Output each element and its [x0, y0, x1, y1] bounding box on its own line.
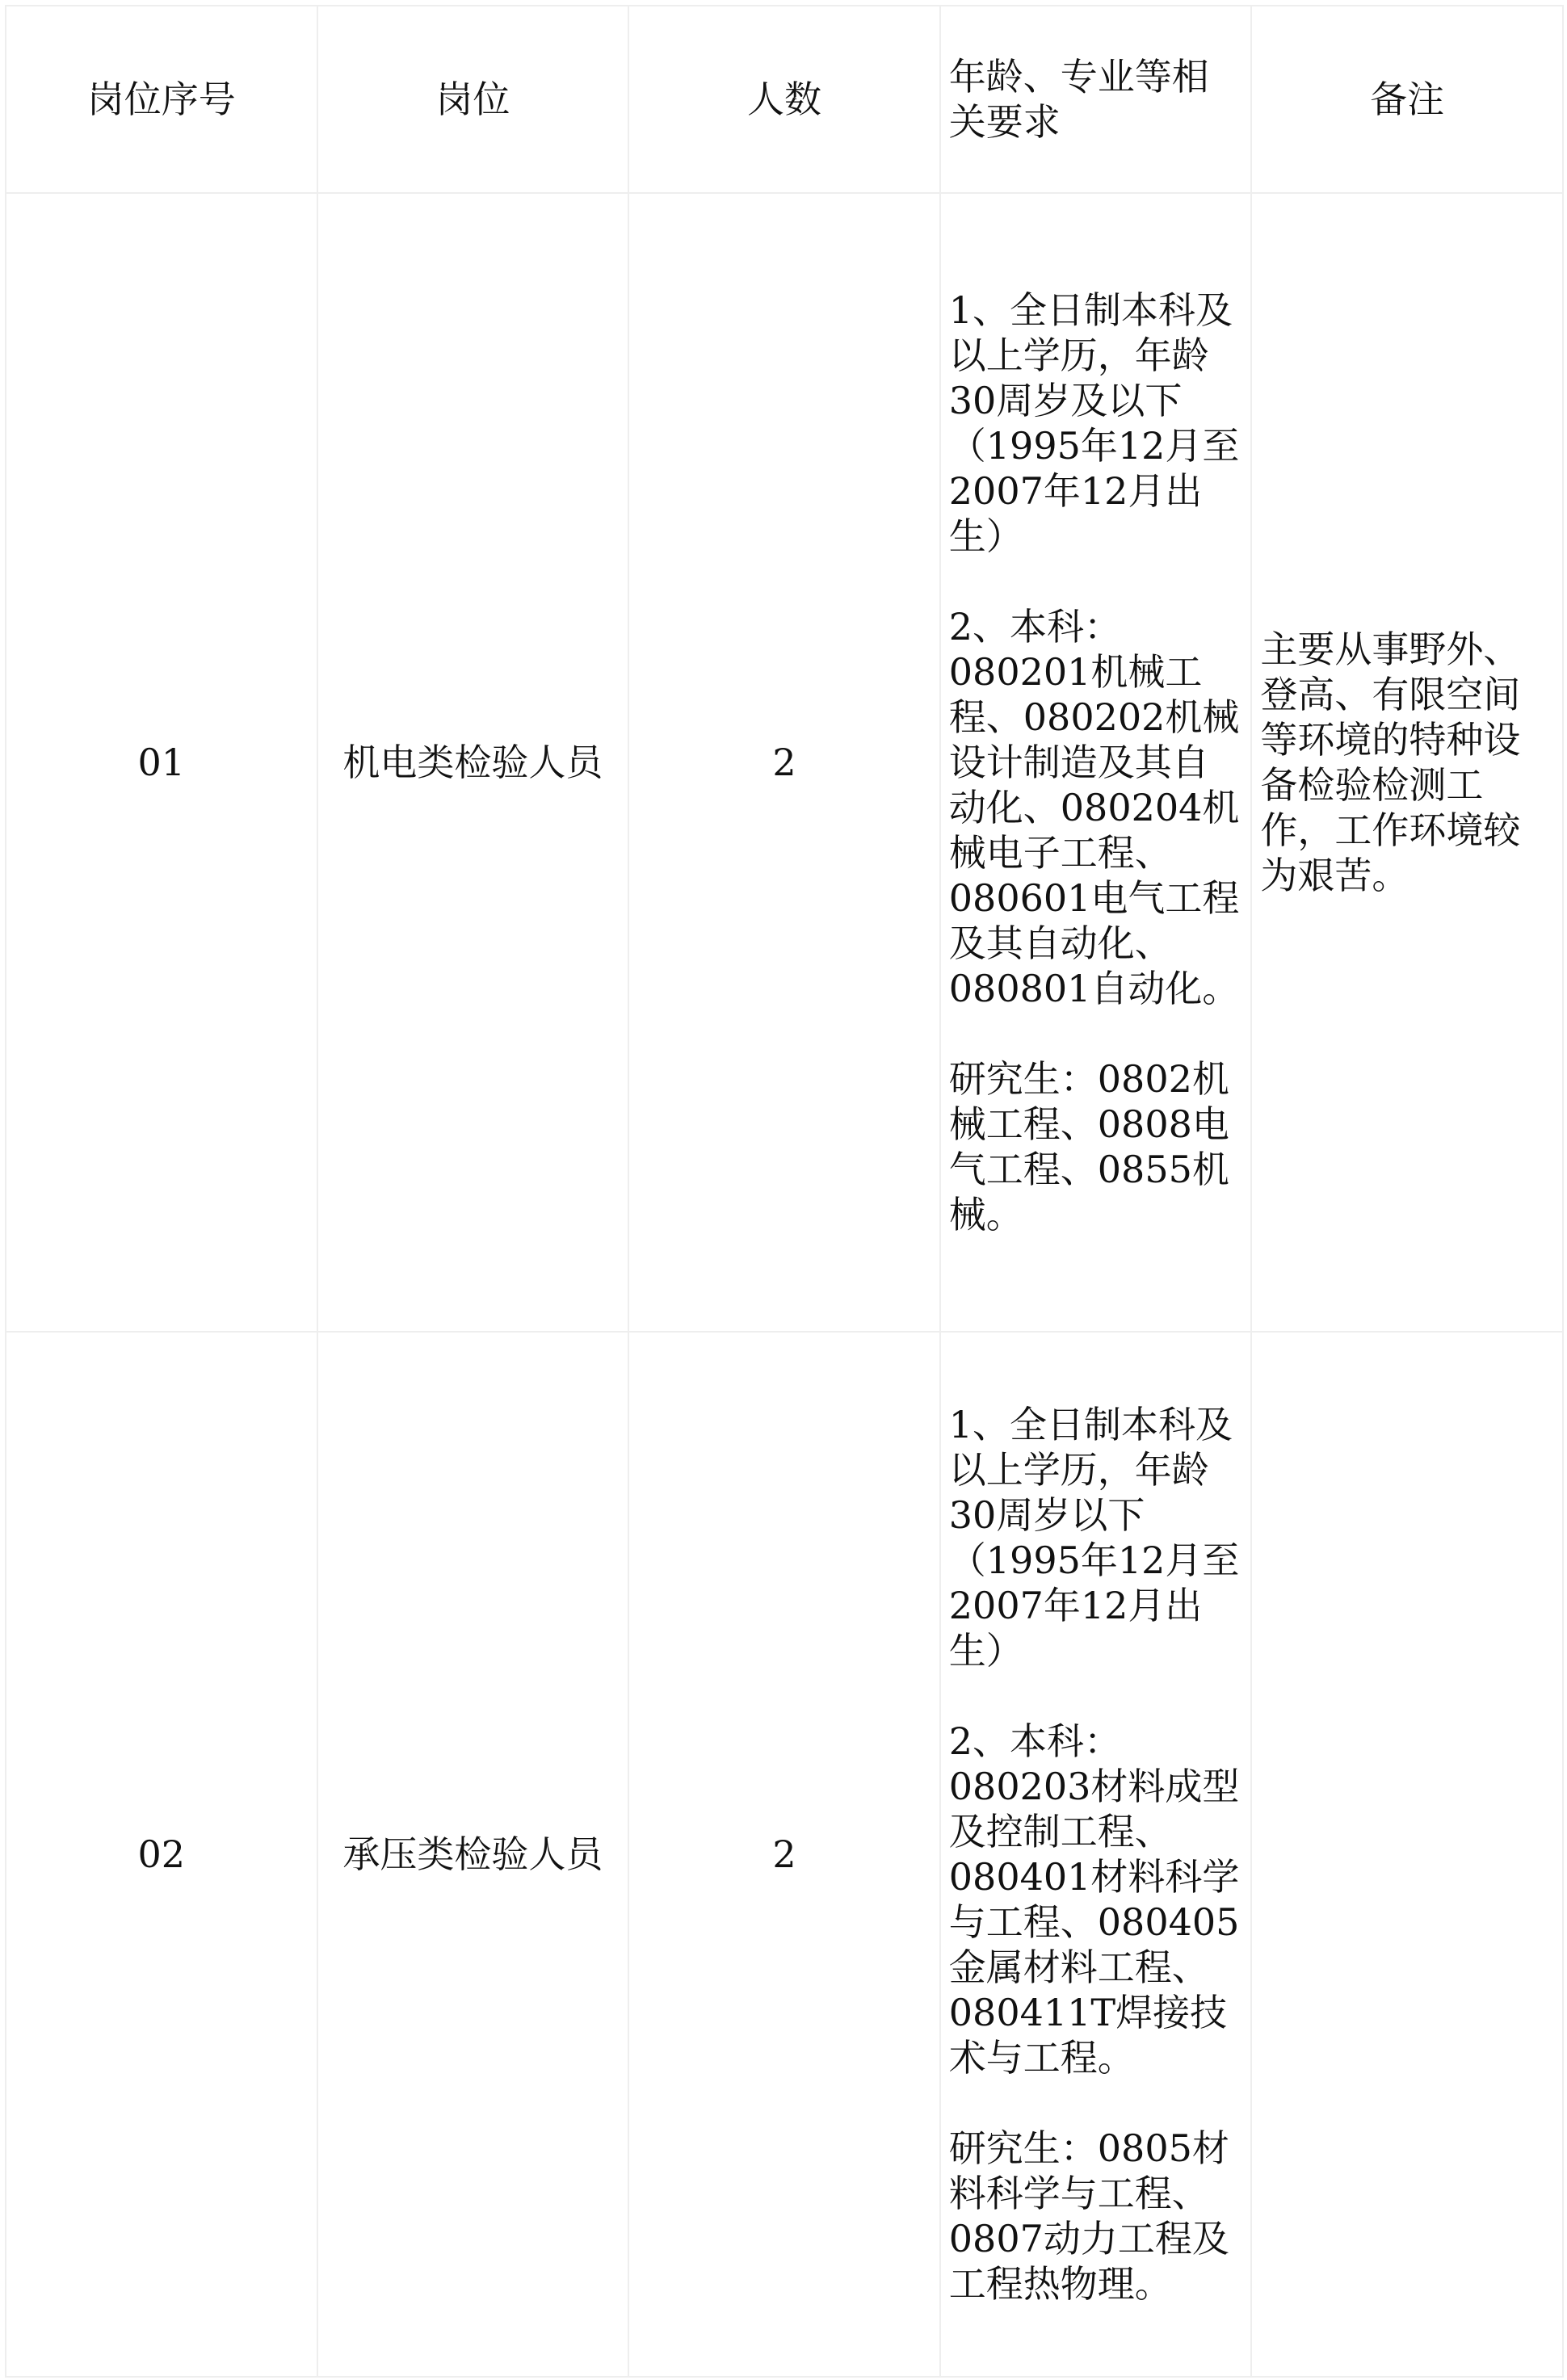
table-row — [6, 193, 1563, 1332]
table-row — [6, 1332, 1563, 2377]
requirement-paragraph: 研究生：0805材料科学与工程、0807动力工程及工程热物理。 — [948, 2126, 1229, 2306]
header-remark: 备注 — [1251, 6, 1563, 193]
header-seq: 岗位序号 — [6, 6, 317, 193]
cell-seq: 02 — [6, 1332, 317, 2377]
requirement-paragraph: 1、全日制本科及以上学历，年龄30周岁以下（1995年12月至2007年12月出生） — [948, 1403, 1240, 1673]
table-header-row — [6, 6, 1563, 193]
cell-position: 机电类检验人员 — [317, 193, 629, 1332]
cell-count: 2 — [628, 1332, 940, 2377]
requirement-paragraph: 2、本科：080201机械工程、080202机械设计制造及其自动化、080204机械电子工程、080601电气工程及其自动化、080801自动化。 — [948, 605, 1240, 1010]
requirement-paragraph: 2、本科：080203材料成型及控制工程、080401材料科学与工程、080405金属材料工程、080411T焊接技术与工程。 — [948, 1719, 1240, 2080]
cell-requirements — [940, 193, 1252, 1332]
cell-count: 2 — [628, 193, 940, 1332]
requirement-paragraph: 研究生：0802机械工程、0808电气工程、0855机械。 — [948, 1057, 1229, 1236]
header-position: 岗位 — [317, 6, 629, 193]
header-requirements: 年龄、专业等相关要求 — [940, 6, 1252, 193]
recruitment-table — [5, 5, 1564, 2378]
requirement-paragraph: 1、全日制本科及以上学历，年龄30周岁及以下（1995年12月至2007年12月出生） — [948, 288, 1240, 558]
cell-requirements — [940, 1332, 1252, 2377]
cell-remark: 主要从事野外、登高、有限空间等环境的特种设备检验检测工作，工作环境较为艰苦。 — [1251, 193, 1563, 1332]
header-count: 人数 — [628, 6, 940, 193]
cell-remark — [1251, 1332, 1563, 2377]
cell-seq: 01 — [6, 193, 317, 1332]
cell-position: 承压类检验人员 — [317, 1332, 629, 2377]
